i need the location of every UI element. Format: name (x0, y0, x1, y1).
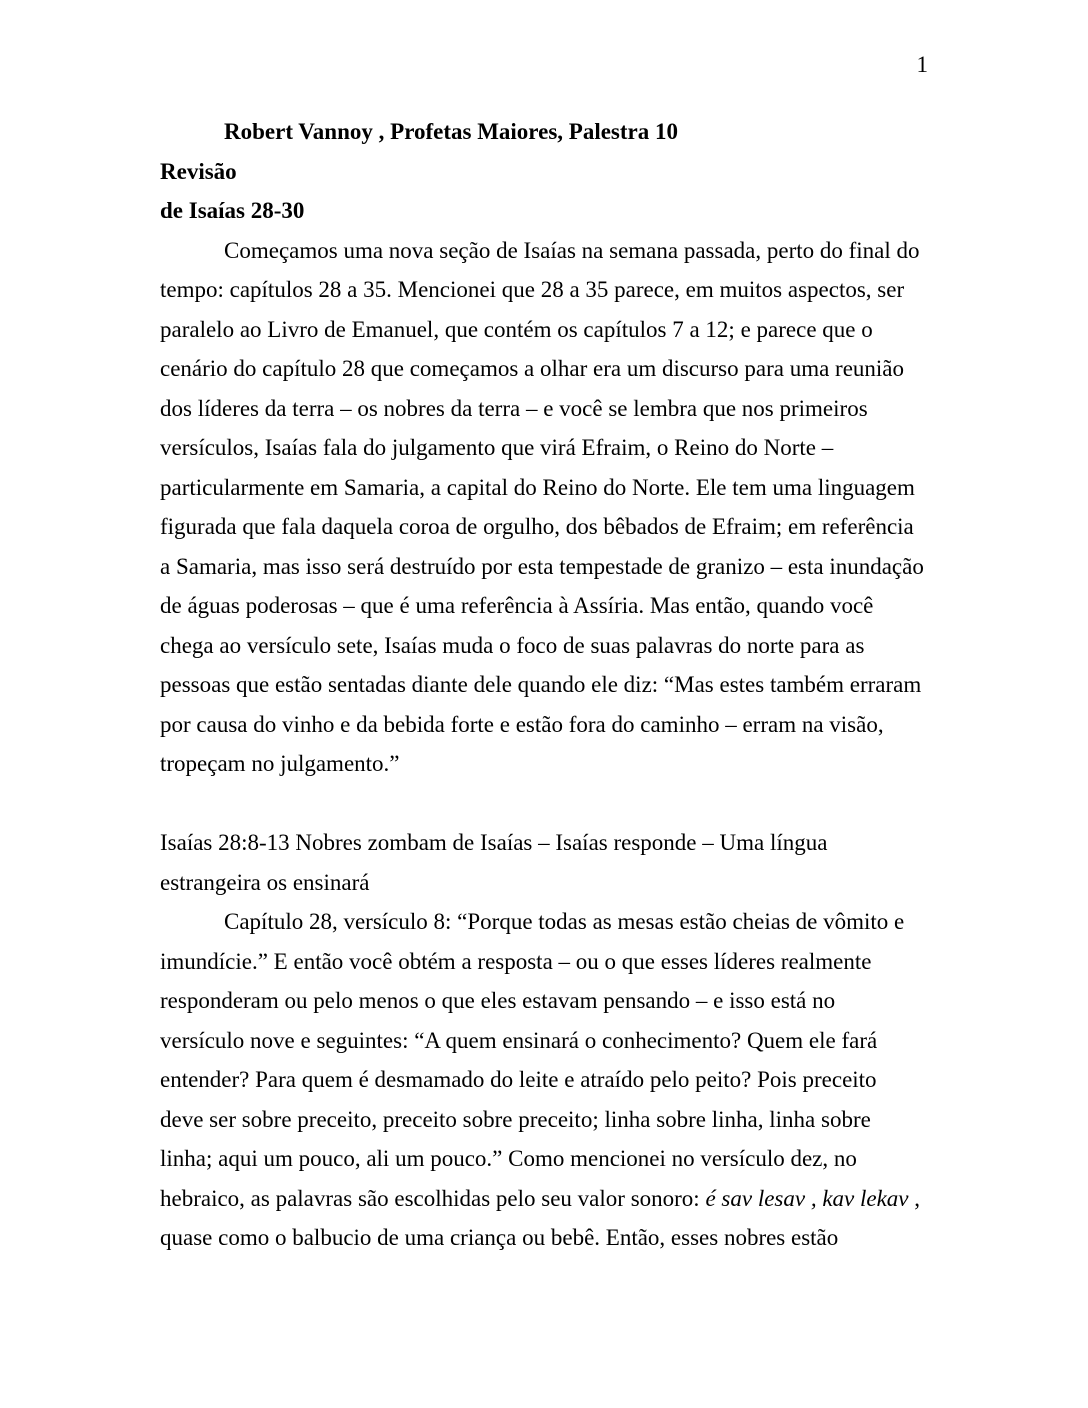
paragraph2-line: deve ser sobre preceito, preceito sobre preceito; linha sobre linha, linha sobre (160, 1106, 871, 1132)
paragraph1-line: paralelo ao Livro de Emanuel, que contém os capítulos 7 a 12; e parece que o (160, 316, 873, 342)
paragraph2-line: linha; aqui um pouco, ali um pouco.” Como mencionei no versículo dez, no (160, 1146, 857, 1171)
paragraph1-line: particularmente em Samaria, a capital do Reino do Norte. Ele tem uma linguagem (160, 474, 915, 500)
heading-isaias-28-30: de Isaías 28-30 (160, 198, 305, 223)
section-heading-line: Isaías 28:8-13 Nobres zombam de Isaías – Isaías responde – Uma língua (160, 830, 828, 855)
paragraph1-line: figurada que fala daquela coroa de orgulho, dos bêbados de Efraim; em referência (160, 514, 914, 539)
italic-phrase: é sav lesav , kav lekav (705, 1185, 909, 1211)
document-title: Robert Vannoy , Profetas Maiores, Palestra 10 (224, 119, 678, 144)
paragraph1-line: de águas poderosas – que é uma referência à Assíria. Mas então, quando você (160, 593, 874, 618)
paragraph1-line: cenário do capítulo 28 que começamos a olhar era um discurso para uma reunião (160, 356, 905, 381)
paragraph1-line: a Samaria, mas isso será destruído por esta tempestade de granizo – esta inundação (160, 553, 924, 579)
paragraph2-line: versículo nove e seguintes: “A quem ensinará o conhecimento? Quem ele fará (160, 1027, 878, 1053)
section-heading-line: estrangeira os ensinará (160, 869, 370, 895)
document-content (160, 112, 950, 1258)
paragraph2-line: quase como o balbucio de uma criança ou bebê. Então, esses nobres estão (160, 1225, 839, 1250)
page-number: 1 (916, 52, 928, 77)
paragraph1-line: tropeçam no julgamento.” (160, 751, 400, 776)
paragraph1-line: por causa do vinho e da bebida forte e estão fora do caminho – erram na visão, (160, 711, 884, 737)
paragraph1-line: dos líderes da terra – os nobres da terra – e você se lembra que nos primeiros (160, 395, 868, 421)
paragraph2-line-with-italic (160, 1179, 950, 1219)
italic-line-pre: hebraico, as palavras são escolhidas pelo seu valor sonoro: (160, 1185, 706, 1211)
heading-revisao: Revisão (160, 158, 237, 184)
paragraph1-line: chega ao versículo sete, Isaías muda o foco de suas palavras do norte para as (160, 632, 865, 658)
paragraph2-line: Capítulo 28, versículo 8: “Porque todas as mesas estão cheias de vômito e (224, 909, 905, 934)
italic-line-post: , (908, 1185, 921, 1211)
paragraph1-line: pessoas que estão sentadas diante dele quando ele diz: “Mas estes também erraram (160, 672, 922, 697)
paragraph1-line: tempo: capítulos 28 a 35. Mencionei que 28 a 35 parece, em muitos aspectos, ser (160, 277, 905, 302)
paragraph1-line: Começamos uma nova seção de Isaías na semana passada, perto do final do (224, 237, 920, 263)
paragraph1-line: versículos, Isaías fala do julgamento que virá Efraim, o Reino do Norte – (160, 435, 834, 460)
blank-line (160, 784, 950, 824)
paragraph2-line: entender? Para quem é desmamado do leite e atraído pelo peito? Pois preceito (160, 1067, 877, 1092)
paragraph2-line: imundície.” E então você obtém a resposta – ou o que esses líderes realmente (160, 948, 872, 974)
paragraph2-line: responderam ou pelo menos o que eles estavam pensando – e isso está no (160, 988, 836, 1013)
